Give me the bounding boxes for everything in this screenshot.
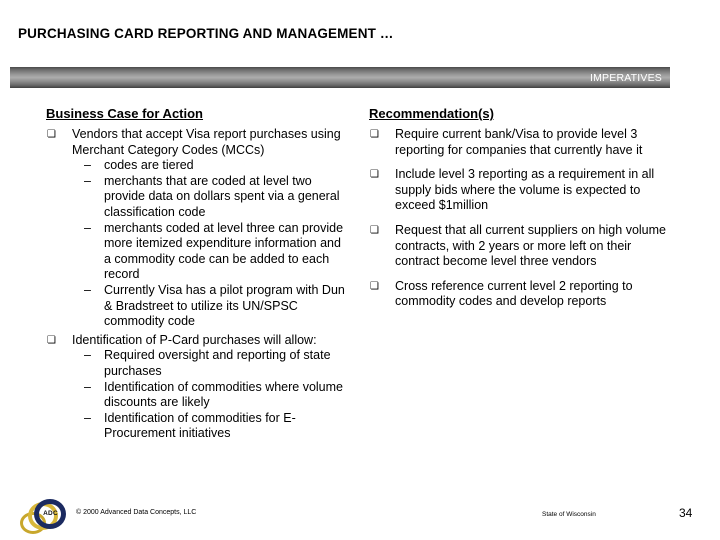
sub-bullet-text: Identification of commodities for E-Procurement initiatives: [104, 410, 296, 441]
square-bullet-icon: ❏: [370, 169, 379, 181]
square-bullet-icon: ❏: [47, 334, 56, 346]
sub-bullet-text: merchants coded at level three can provide more itemized expenditure information and a commodity code can be added to each record: [104, 220, 344, 282]
bullet-item: [369, 127, 669, 158]
dash-bullet-icon: –: [84, 348, 91, 363]
sub-bullet-item: [46, 174, 351, 221]
sub-bullet-text: Currently Visa has a pilot program with Dun & Bradstreet to utilize its UN/SPSC commodity code: [104, 282, 345, 329]
bullet-text: Identification of P-Card purchases will allow:: [72, 332, 317, 347]
sub-bullet-item: [46, 283, 351, 330]
left-column: [46, 106, 351, 442]
square-bullet-icon: ❏: [370, 280, 379, 292]
bullet-text: Request that all current suppliers on high volume contracts, with 2 years or more left on their contract become level three vendors: [395, 222, 666, 269]
sub-bullet-text: codes are tiered: [104, 158, 194, 173]
section-banner: [10, 67, 670, 88]
right-column-bullet-list: [369, 127, 669, 310]
square-bullet-icon: ❏: [370, 129, 379, 140]
right-column: [369, 106, 669, 310]
bullet-item: [369, 167, 669, 214]
left-column-heading: Business Case for Action: [46, 106, 204, 121]
bullet-item: [46, 333, 351, 349]
bullet-item: [369, 223, 669, 270]
section-banner-label: IMPERATIVES: [589, 71, 662, 84]
left-column-bullet-list: [46, 127, 351, 442]
right-column-heading: Recommendation(s): [369, 106, 494, 121]
sub-bullet-item: [46, 380, 351, 411]
bullet-item: [369, 279, 669, 310]
sub-bullet-item: [46, 348, 351, 379]
bullet-text: Include level 3 reporting as a requirement in all supply bids where the volume is expected to exceed $1million: [395, 167, 655, 213]
dash-bullet-icon: –: [84, 379, 91, 394]
logo-label: ADC: [43, 510, 58, 517]
square-bullet-icon: ❏: [370, 224, 379, 236]
bullet-text: Require current bank/Visa to provide level 3 reporting for companies that currently have it: [395, 127, 643, 157]
bullet-item: [46, 127, 351, 158]
dash-bullet-icon: –: [84, 158, 91, 173]
bullet-text: Cross reference current level 2 reporting to commodity codes and develop reports: [395, 278, 633, 309]
square-bullet-icon: ❏: [47, 129, 56, 140]
company-logo: [20, 498, 76, 536]
slide-title: PURCHASING CARD REPORTING AND MANAGEMENT …: [18, 26, 394, 41]
dash-bullet-icon: –: [84, 220, 91, 235]
sub-bullet-text: merchants that are coded at level two provide data on dollars spent via a general classification code: [104, 173, 340, 219]
page-number: 34: [679, 506, 693, 520]
dash-bullet-icon: –: [84, 282, 91, 297]
sub-bullet-text: Identification of commodities where volume discounts are likely: [104, 379, 344, 410]
copyright-notice: © 2000 Advanced Data Concepts, LLC: [76, 509, 197, 516]
sub-bullet-item: [46, 158, 351, 174]
dash-bullet-icon: –: [84, 410, 91, 425]
sub-bullet-text: Required oversight and reporting of state purchases: [104, 348, 331, 378]
dash-bullet-icon: –: [84, 173, 91, 188]
footer-organization: State of Wisconsin: [542, 511, 596, 518]
bullet-text: Vendors that accept Visa report purchases using Merchant Category Codes (MCCs): [72, 127, 341, 157]
sub-bullet-item: [46, 221, 351, 283]
sub-bullet-item: [46, 411, 351, 442]
